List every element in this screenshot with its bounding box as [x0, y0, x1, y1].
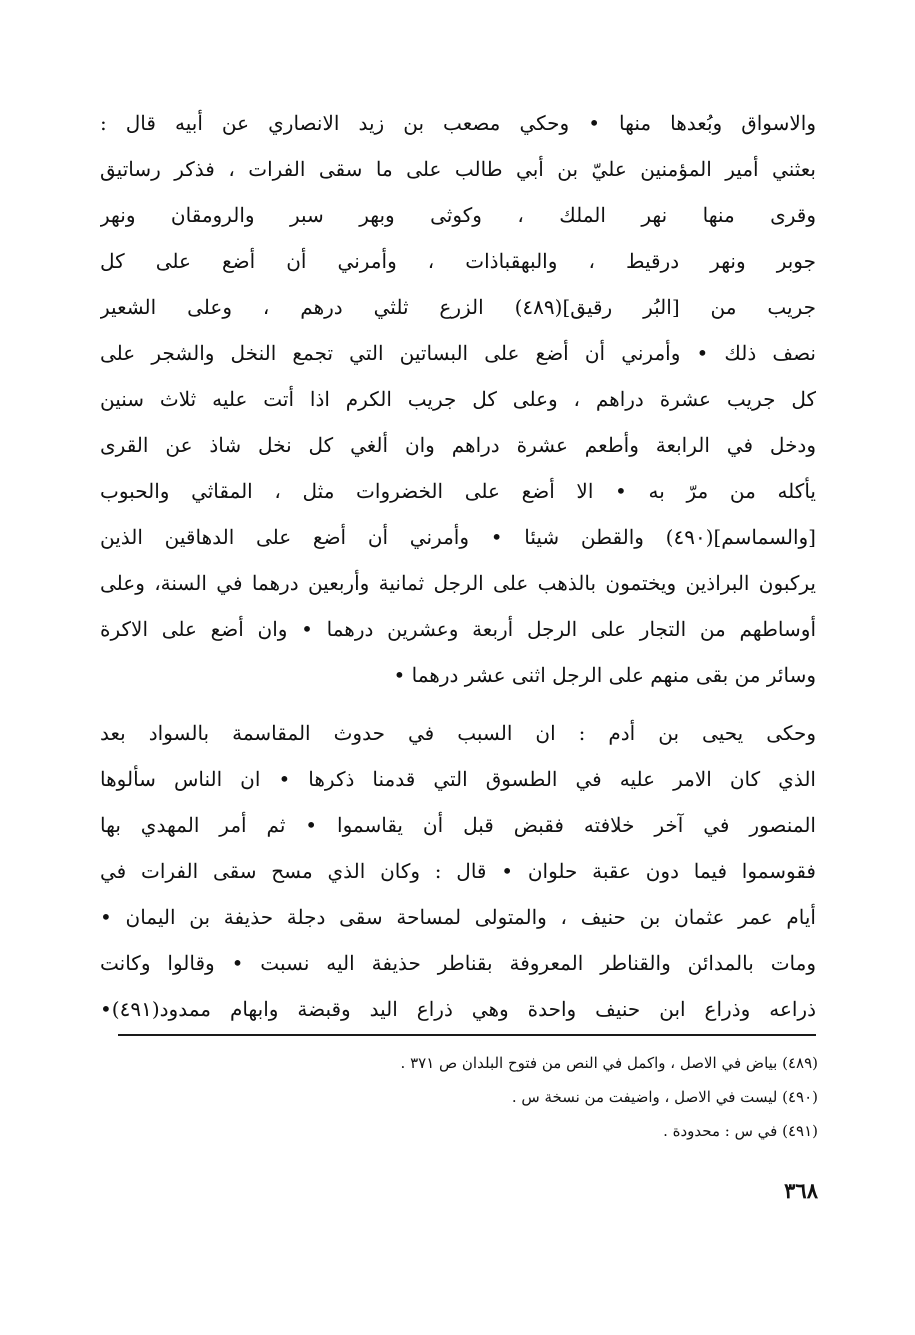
text-line: أيام عمر عثمان بن حنيف ، والمتولى لمساحة سقى دجلة حذيفة بن اليمان •: [100, 905, 816, 929]
main-text: [100, 100, 816, 1032]
text-line: وسائر من بقى منهم على الرجل اثنى عشر درهما •: [393, 663, 816, 687]
text-line: الذي كان الامر عليه في الطسوق التي قدمنا ذكرها • ان الناس سألوها: [100, 767, 816, 791]
text-line: يأكله من مرّ به • الا أضع على الخضروات مثل ، المقاثي والحبوب: [100, 479, 816, 503]
text-line: يركبون البراذين ويختمون بالذهب على الرجل ثمانية وأربعين درهما في السنة، وعلى: [100, 571, 816, 595]
text-line: والاسواق وبُعدها منها • وحكي مصعب بن زيد الانصاري عن أبيه قال :: [100, 111, 816, 135]
text-line: أوساطهم من التجار على الرجل أربعة وعشرين درهما • وان أضع على الاكرة: [100, 617, 816, 641]
footnote: (٤٩٠) ليست في الاصل ، واضيفت من نسخة س .: [511, 1088, 818, 1106]
paragraph-gap: [100, 698, 816, 710]
footnote: (٤٩١) في س : محدودة .: [663, 1122, 818, 1140]
text-line: فقوسموا فيما دون عقبة حلوان • قال : وكان الذي مسح سقى الفرات في: [100, 859, 816, 883]
text-line: كل جريب عشرة دراهم ، وعلى كل جريب الكرم اذا أتت عليه ثلاث سنين: [100, 387, 816, 411]
text-line: وقرى منها نهر الملك ، وكوثى وبهر سبر والرومقان ونهر: [100, 203, 816, 227]
paragraph-2: [100, 710, 816, 1032]
text-line: ذراعه وذراع ابن حنيف واحدة وهي ذراع اليد وقبضة وابهام ممدود(٤٩١)•: [100, 997, 816, 1021]
footnotes: [150, 1046, 818, 1148]
text-line: المنصور في آخر خلافته فقبض قبل أن يقاسموا • ثم أمر المهدي بها: [100, 813, 816, 837]
text-line: [والسماسم](٤٩٠) والقطن شيئا • وأمرني أن أضع على الدهاقين الذين: [100, 525, 816, 549]
text-line: جريب من [البُر رقيق](٤٨٩) الزرع ثلثي درهم ، وعلى الشعير: [100, 295, 816, 319]
paragraph-1: [100, 100, 816, 698]
text-line: بعثني أمير المؤمنين عليّ بن أبي طالب على ما سقى الفرات ، فذكر رساتيق: [100, 157, 816, 181]
text-line: ودخل في الرابعة وأطعم عشرة دراهم وان ألغي كل نخل شاذ عن القرى: [100, 433, 816, 457]
footnote: (٤٨٩) بياض في الاصل ، واكمل في النص من فتوح البلدان ص ٣٧١ .: [400, 1054, 818, 1072]
page-number: ٣٦٨: [784, 1178, 818, 1203]
footnote-separator: [118, 1034, 816, 1036]
text-line: ومات بالمدائن والقناطر المعروفة بقناطر حذيفة اليه نسبت • وقالوا وكانت: [100, 951, 816, 975]
text-line: وحكى يحيى بن أدم : ان السبب في حدوث المقاسمة بالسواد بعد: [100, 721, 816, 745]
text-line: جوبر ونهر درقيط ، والبهقباذات ، وأمرني أن أضع على كل: [100, 249, 816, 273]
text-line: نصف ذلك • وأمرني أن أضع على البساتين التي تجمع النخل والشجر على: [100, 341, 816, 365]
